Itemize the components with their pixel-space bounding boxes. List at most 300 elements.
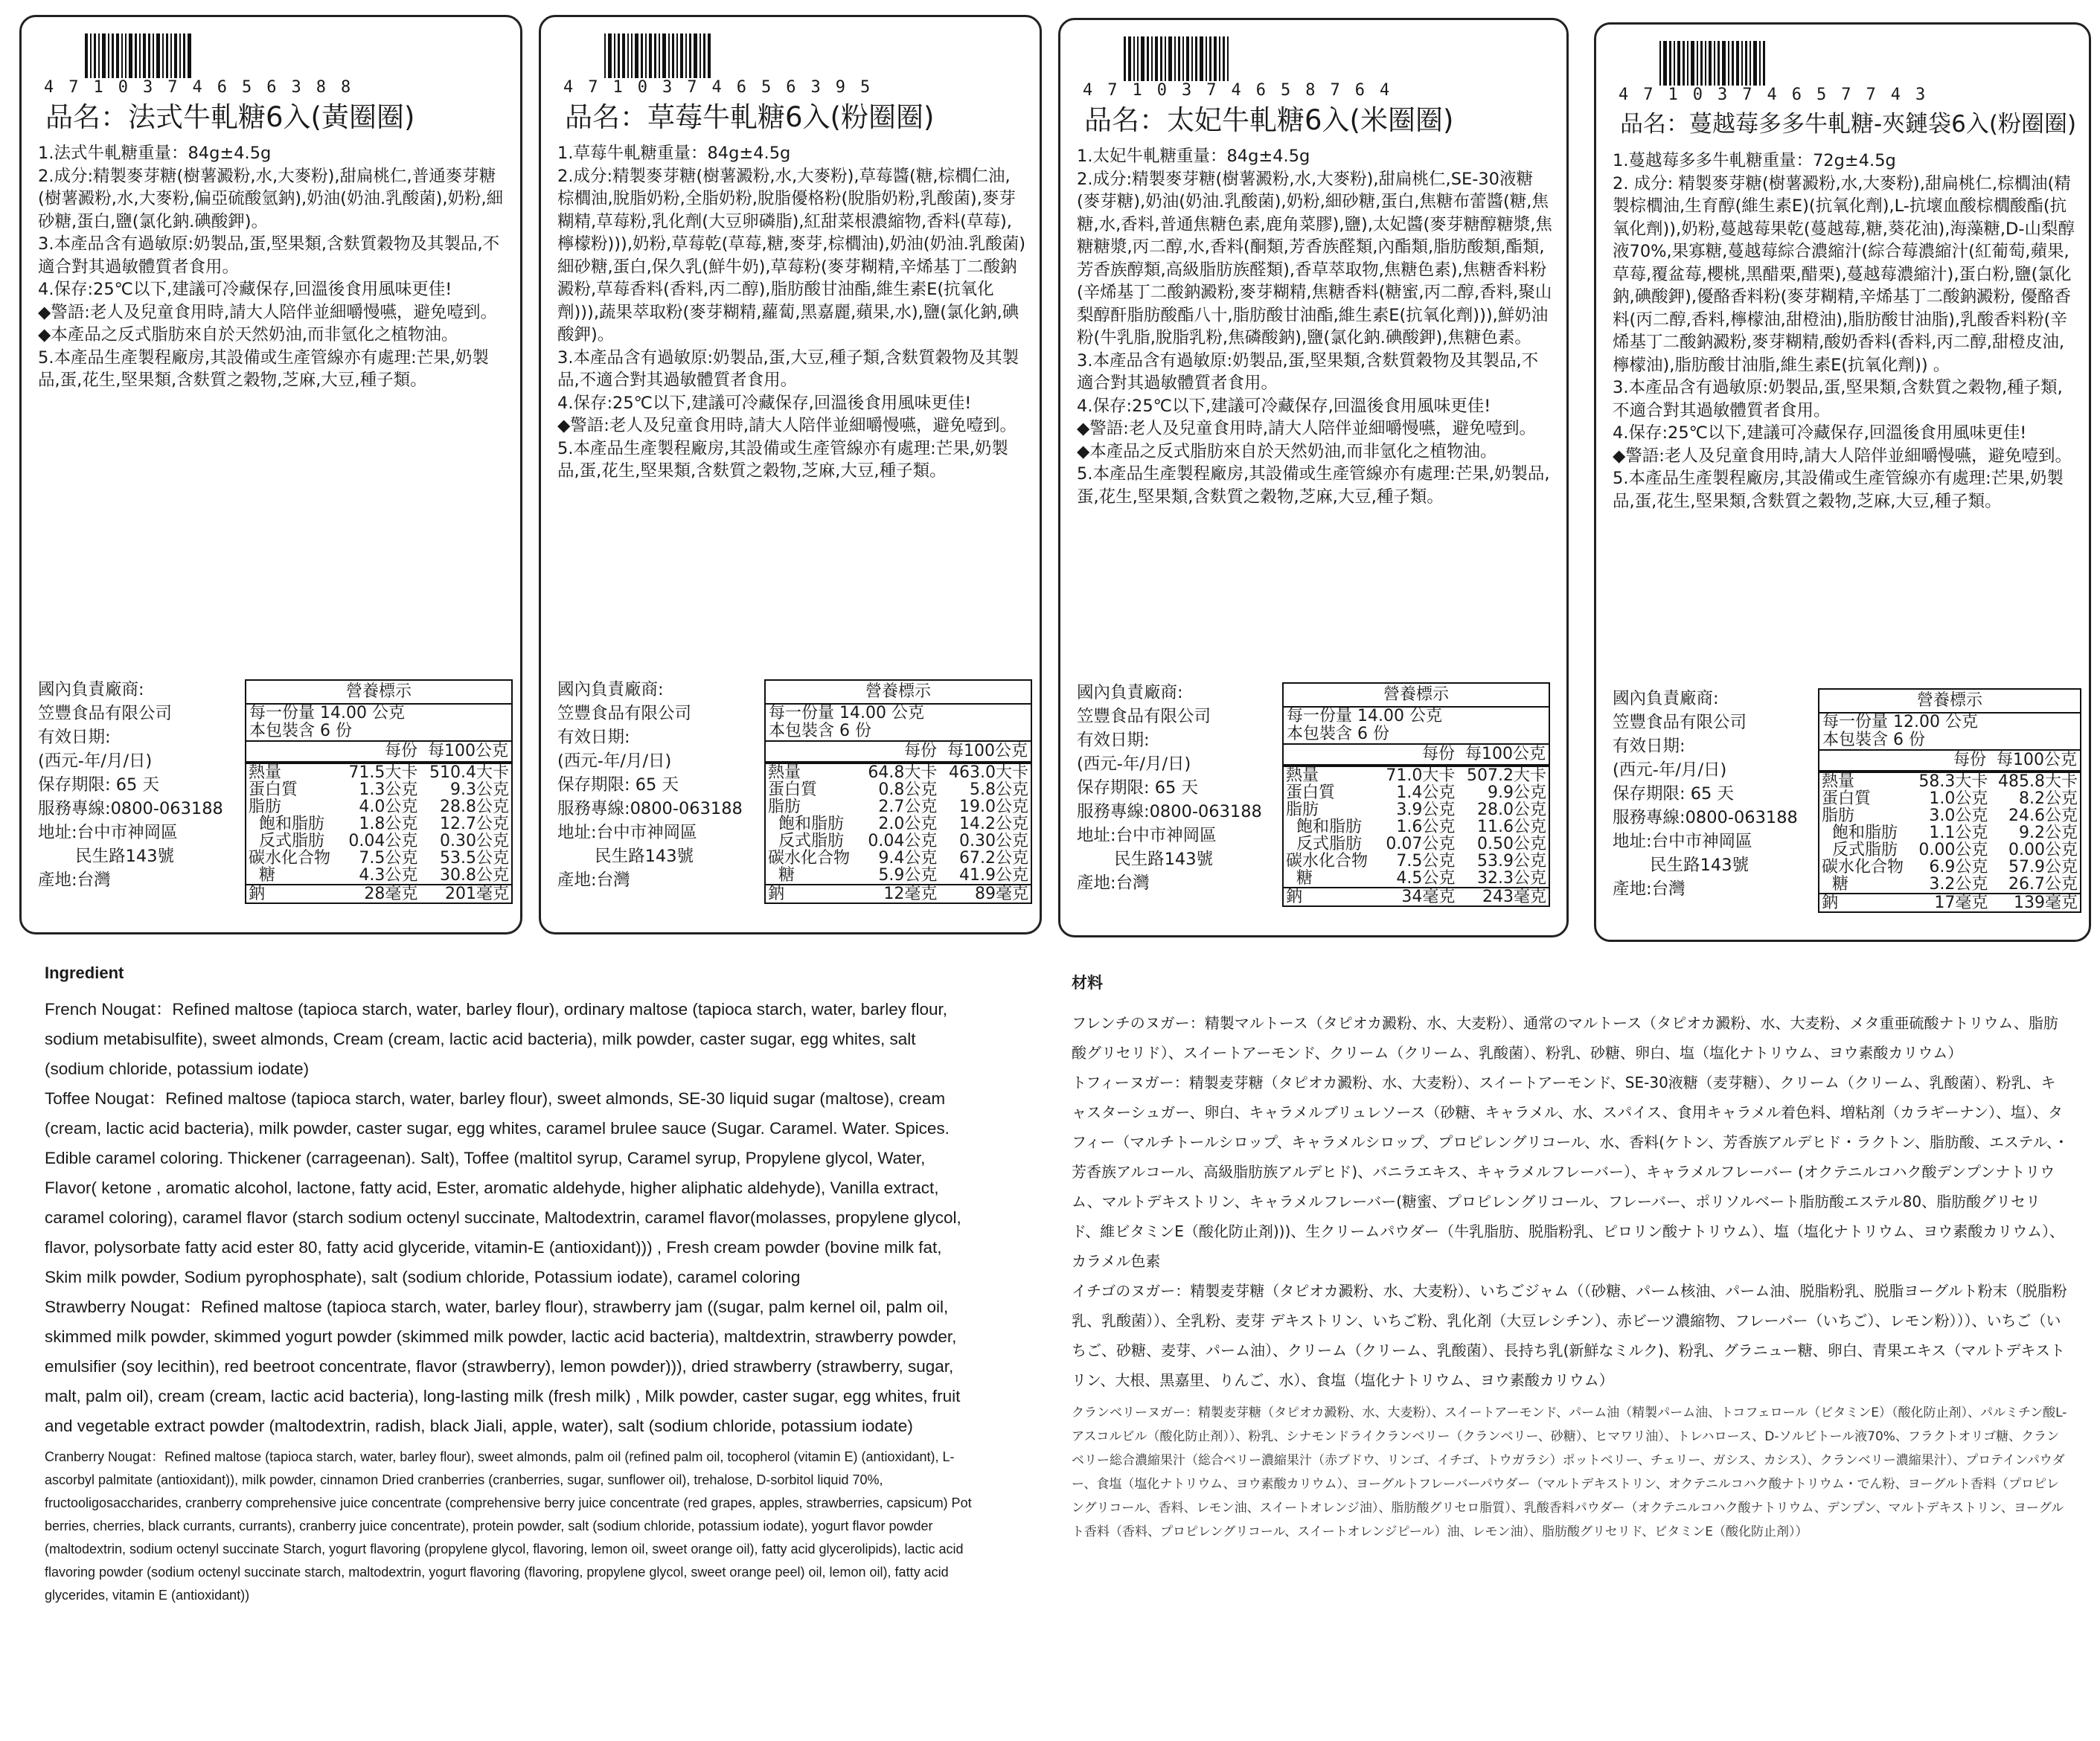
barcode-bar	[1759, 41, 1761, 86]
nutrient-per-serving: 12毫克	[859, 885, 939, 902]
nutrition-rows	[766, 764, 1031, 902]
barcode-bar	[676, 33, 678, 78]
nutrition-row	[246, 850, 511, 867]
nutrient-per-100g: 5.8公克	[970, 780, 1028, 799]
nutrition-table	[1818, 688, 2081, 913]
nutrient-per-100g: 510.4大卡	[429, 763, 509, 782]
nutrition-column-header	[246, 742, 511, 764]
nutrient-per-serving: 34毫克	[1377, 888, 1457, 905]
barcode-bar	[608, 33, 612, 78]
nutrient-name: 脂肪	[1822, 807, 1855, 825]
barcode-bar	[627, 33, 629, 78]
english-ingredients	[45, 964, 975, 1607]
nutrient-per-serving: 7.5公克	[359, 849, 418, 868]
col-per-100g: 每100公克	[947, 742, 1028, 760]
barcode-bar	[162, 33, 164, 78]
barcode-bar	[1182, 36, 1184, 81]
nutrient-per-100g: 26.7公克	[2008, 875, 2078, 894]
product-name: 品名：草莓牛軋糖6入(粉圈圈)	[565, 101, 935, 133]
nutrition-row	[246, 781, 511, 798]
nutrient-per-100g: 30.8公克	[440, 866, 509, 885]
barcode-bar	[622, 33, 625, 78]
barcode-bar	[614, 33, 615, 78]
barcode-bar	[1151, 36, 1153, 81]
nutrition-serving	[1819, 714, 2080, 751]
barcode-bar	[156, 33, 160, 78]
nutrition-row	[1819, 876, 2080, 894]
nutrition-row	[246, 815, 511, 833]
barcode-digits: 4710374657743	[1619, 86, 1941, 104]
nutrition-row	[766, 850, 1031, 867]
maker-info: 國內負責廠商: 笠豐食品有限公司 有效日期: (西元-年/月/日) 保存期限: 65 天 服務專線:0800-063188 地址:台中市神岡區 民生路143號 產地:台灣	[1077, 683, 1262, 893]
nutrient-per-100g: 32.3公克	[1477, 869, 1546, 888]
nutrient-name: 熱量	[1286, 766, 1319, 785]
barcode-digits: 4710374656388	[44, 78, 366, 97]
nutrient-per-serving: 1.3公克	[359, 780, 418, 799]
servings-per-package: 本包裝含 6 份	[1822, 731, 1925, 749]
barcode-bar	[694, 33, 697, 78]
nutrition-column-header	[766, 742, 1031, 764]
barcode-bar	[1178, 36, 1180, 81]
barcode-bar	[708, 33, 711, 78]
nutrient-name: 脂肪	[768, 798, 801, 816]
nutrition-title: 營養標示	[1819, 690, 2080, 714]
nutrient-per-serving: 7.5公克	[1396, 852, 1456, 870]
barcode-bar	[1700, 41, 1703, 86]
barcode-bar	[139, 33, 141, 78]
nutrient-name: 蛋白質	[1822, 789, 1872, 808]
nutrient-name: 鈉	[766, 885, 859, 902]
barcode-bar	[1722, 41, 1726, 86]
nutrition-row	[1284, 801, 1549, 818]
barcode-bar	[1200, 36, 1203, 81]
barcode-bar	[170, 33, 172, 78]
nutrition-serving	[766, 705, 1031, 742]
nutrition-rows	[1819, 773, 2080, 911]
barcode-bar	[1174, 36, 1176, 81]
nutrition-row	[1284, 784, 1549, 801]
nutrient-per-100g: 53.9公克	[1477, 852, 1546, 870]
barcode-bar	[1697, 41, 1698, 86]
nutrition-row	[766, 798, 1031, 815]
nutrient-per-100g: 0.30公克	[440, 832, 509, 850]
english-small-paragraph: Cranberry Nougat：Refined maltose (tapioca starch, water, barley flour), sweet almonds, palm oil (refined palm oil, tocopherol (vitamin E) (antioxidant), L-ascorbyl palmitate (antioxidant)), milk powder, cinnamon Dried cranberries (cranberries, sugar, sunflower oil), trehalose, D-sorbitol liquid 70%, fructooligosaccharides, cranberry comprehensive juice concentrate (comprehensive berry juice concentrate (red grapes, apples, strawberries, capsicum) Pot berries, cherries, black currants, currants), cranberry juice concentrate), protein powder, salt (sodium chloride, potassium iodate), yogurt flavor powder (maltodextrin, sodium octenyl succinate Starch, yogurt flavoring (propylene glycol, flavoring, lemon oil, sweet orange oil), fatty acid glycerolipids), lactic acid flavoring powder (sodium octenyl succinate starch, maltodextrin, yogurt flavoring (flavoring, propylene glycol, sweet orange peel) oil, lemon oil), fatty acid glycerides, vitamin E (antioxidant))	[45, 1449, 972, 1603]
barcode-bar	[1141, 36, 1145, 81]
col-per-serving: 每份	[903, 742, 937, 760]
nutrition-row	[1819, 859, 2080, 876]
nutrient-per-serving: 3.2公克	[1929, 875, 1988, 894]
nutrient-name: 反式脂肪	[768, 832, 844, 850]
barcode-bar	[143, 33, 146, 78]
serving-size: 每一份量 12.00 公克	[1822, 713, 1978, 731]
barcode-bar	[618, 33, 620, 78]
nutrition-row	[1284, 818, 1549, 836]
nutrient-name: 熱量	[768, 763, 801, 782]
nutrient-per-100g: 19.0公克	[959, 798, 1028, 816]
nutrition-row	[246, 885, 511, 902]
barcode-bar	[1728, 41, 1729, 86]
japanese-paragraph: フレンチのヌガー：精製マルトース（タピオカ澱粉、水、大麦粉）、通常のマルトース（タピオカ澱粉、水、大麦粉、メタ重亜硫酸ナトリウム、脂肪酸グリセリド）、スイートアーモンド、クリーム（クリーム、乳酸菌）、粉乳、砂糖、卵白、塩（塩化ナトリウム、ヨウ素酸カリウム）	[1072, 1014, 2058, 1062]
barcode-bar	[1705, 41, 1706, 86]
barcode-bar	[680, 33, 683, 78]
barcode-bar	[112, 33, 114, 78]
label-cranberry-nougat	[1594, 22, 2091, 942]
barcode-bar	[166, 33, 168, 78]
barcode-bar	[1718, 41, 1720, 86]
maker-info: 國內負責廠商: 笠豐食品有限公司 有效日期: (西元-年/月/日) 保存期限: 65 天 服務專線:0800-063188 地址:台中市神岡區 民生路143號 產地:台灣	[557, 680, 743, 890]
nutrition-row	[246, 833, 511, 850]
nutrient-per-serving: 2.0公克	[878, 815, 938, 833]
nutrient-per-serving: 64.8大卡	[868, 763, 938, 782]
nutrition-rows	[246, 764, 511, 902]
barcode-bars	[85, 33, 308, 78]
nutrient-name: 碳水化合物	[768, 849, 851, 868]
barcode-bar	[1709, 41, 1712, 86]
barcode-bar	[102, 33, 106, 78]
nutrient-name: 熱量	[1822, 772, 1855, 791]
barcode-bars	[1659, 41, 1883, 86]
nutrient-per-100g: 12.7公克	[440, 815, 509, 833]
nutrient-name: 飽和脂肪	[249, 815, 324, 833]
nutrient-per-100g: 139毫克	[1990, 894, 2080, 911]
nutrient-per-serving: 0.8公克	[878, 780, 938, 799]
nutrient-per-100g: 463.0大卡	[949, 763, 1028, 782]
nutrient-per-serving: 4.5公克	[1396, 869, 1456, 888]
nutrient-per-serving: 2.7公克	[878, 798, 938, 816]
barcode-bar	[1147, 36, 1149, 81]
nutrient-per-serving: 0.04公克	[348, 832, 418, 850]
nutrient-name: 蛋白質	[249, 780, 298, 799]
maker-info: 國內負責廠商: 笠豐食品有限公司 有效日期: (西元-年/月/日) 保存期限: 65 天 服務專線:0800-063188 地址:台中市神岡區 民生路143號 產地:台灣	[1613, 689, 1798, 899]
barcode-bar	[188, 33, 191, 78]
nutrient-per-serving: 71.5大卡	[348, 763, 418, 782]
nutrition-title: 營養標示	[1284, 684, 1549, 708]
nutrition-row	[1284, 767, 1549, 784]
nutrient-per-100g: 201毫克	[420, 885, 511, 902]
barcode-bar	[1191, 36, 1193, 81]
nutrient-per-serving: 1.0公克	[1929, 789, 1988, 808]
nutrient-name: 鈉	[1819, 894, 1912, 911]
nutrient-per-100g: 67.2公克	[959, 849, 1028, 868]
barcode-bar	[148, 33, 150, 78]
nutrient-per-serving: 3.0公克	[1929, 807, 1988, 825]
nutrition-row	[246, 867, 511, 885]
barcode-bars	[604, 33, 827, 78]
japanese-paragraph: イチゴのヌガー：精製麦芽糖（タピオカ澱粉、水、大麦粉）、いちごジャム（（砂糖、パーム核油、パーム油、脱脂粉乳、脱脂ヨーグルト粉末（脱脂粉乳、乳酸菌））、全乳粉、麦芽 デキストリン、いちご粉、乳化剤（大豆レシチン）、赤ビーツ濃縮物、フレーバー（いちご）、レモン粉）））、いちご（いちご、砂糖、麦芽、パーム油）、クリーム（クリーム、乳酸菌）、長持ち乳(新鮮なミルク)、粉乳、グラニュー糖、卵白、青果エキス（マルトデキストリン、大根、黒嘉里、りんご、水）、食塩（塩化ナトリウム、ヨウ素酸カリウム）	[1072, 1282, 2067, 1389]
barcode-bar	[1133, 36, 1135, 81]
nutrition-table	[245, 679, 513, 904]
nutrition-serving	[1284, 708, 1549, 745]
nutrition-row	[1819, 790, 2080, 807]
col-per-100g: 每100公克	[1997, 751, 2077, 769]
barcode-bar	[1687, 41, 1688, 86]
barcode	[1083, 31, 1405, 100]
nutrient-per-serving: 6.9公克	[1929, 858, 1988, 876]
nutrient-per-100g: 0.00公克	[2008, 841, 2078, 859]
barcode-bar	[689, 33, 691, 78]
servings-per-package: 本包裝含 6 份	[249, 722, 352, 740]
nutrition-column-header	[1284, 745, 1549, 767]
col-per-100g: 每100公克	[1465, 745, 1546, 763]
barcode-bar	[631, 33, 633, 78]
nutrition-row	[246, 764, 511, 781]
english-paragraph: Toffee Nougat：Refined maltose (tapioca starch, water, barley flour), sweet almonds, SE-30 liquid sugar (maltose), cream (cream, lactic acid bacteria), milk powder, caster sugar, egg whites, caramel brulee sauce (Sugar. Caramel. Water. Spices. Edible caramel coloring. Thickener (carrageenan). Salt), Toffee (maltitol syrup, Caramel syrup, Propylene glycol, Water, Flavor( ketone , aromatic alcohol, lactone, fatty acid, Ester, aromatic aldehyde, higher aliphatic aldehyde), Vanilla extract, caramel coloring), caramel flavor (starch sodium octenyl succinate, Maltodextrin, caramel flavor(molasses, propylene glycol, flavor, polysorbate fatty acid ester 80, fatty acid glyceride, vitamin-E (antioxidant))) , Fresh cream powder (bovine milk fat, Skim milk powder, Sodium pyrophosphate), salt (sodium chloride, Potassium iodate), caramel coloring	[45, 1089, 961, 1286]
barcode-bar	[1209, 36, 1211, 81]
nutrient-name: 脂肪	[249, 798, 282, 816]
nutrient-per-serving: 9.4公克	[878, 849, 938, 868]
japanese-heading: 材料	[1072, 974, 1103, 992]
nutrient-per-100g: 507.2大卡	[1467, 766, 1546, 785]
barcode-bar	[1750, 41, 1751, 86]
nutrient-per-100g: 9.2公克	[2019, 824, 2078, 842]
nutrient-per-serving: 0.07公克	[1386, 835, 1456, 853]
barcode	[563, 28, 886, 97]
nutrition-column-header	[1819, 751, 2080, 773]
barcode-bar	[1165, 36, 1166, 81]
barcode-bar	[1155, 36, 1158, 81]
ingredients-text: 1.蔓越莓多多牛軋糖重量：72g±4.5g 2. 成分: 精製麥芽糖(樹薯澱粉,水,大麥粉),甜扁桃仁,棕櫚油(精製棕櫚油,生育醇(維生素E)(抗氧化劑),L-抗壞血酸棕櫚酸酯(抗氧化劑)),奶粉,蔓越莓果乾(蔓越莓,糖,葵花油),海藻糖,D-山梨醇液70%,果寡糖,蔓越莓綜合濃縮汁(綜合莓濃縮汁(紅葡萄,蘋果,草莓,覆盆莓,櫻桃,黑醋栗,醋栗),蔓越莓濃縮汁),蛋白粉,鹽(氯化鈉,碘酸鉀),優酪香料粉(麥芽糊精,辛烯基丁二酸鈉澱粉, 優酪香料(丙二醇,香料,檸檬油,甜橙油),脂肪酸甘油脂),乳酸香料粉(辛烯基丁二酸鈉澱粉,麥芽糊精,酸奶香料(香料,丙二醇,甜橙皮油,檸檬油),脂肪酸甘油脂,維生素E(抗氧化劑)) 。 3.本產品含有過敏原:奶製品,蛋,堅果類,含麩質之穀物,種子類,不適合對其過敏體質者食用。 4.保存:25℃以下,建議可冷藏保存,回溫後食用風味更佳! ◆警語:老人及兒童食用時,請大人陪伴並細嚼慢嚥，避免噎到。 5.本產品生產製程廠房,其設備或生產管線亦有處理:芒果,奶製品,蛋,花生,堅果類,含麩質之穀物,芝麻,大豆,種子類。	[1613, 151, 2075, 511]
nutrition-table	[1282, 682, 1550, 907]
barcode-bar	[1677, 41, 1680, 86]
barcode-bar	[174, 33, 177, 78]
barcode-bar	[645, 33, 647, 78]
nutrient-per-serving: 58.3大卡	[1918, 772, 1988, 791]
serving-size: 每一份量 14.00 公克	[769, 704, 924, 722]
serving-size: 每一份量 14.00 公克	[1287, 707, 1442, 725]
barcode-bar	[1195, 36, 1197, 81]
barcode-bar	[1128, 36, 1131, 81]
japanese-ingredients	[1072, 971, 2069, 1544]
nutrient-name: 碳水化合物	[249, 849, 331, 868]
barcode-bar	[635, 33, 638, 78]
barcode-bar	[659, 33, 660, 78]
nutrient-name: 反式脂肪	[249, 832, 324, 850]
barcode	[1619, 35, 1941, 104]
barcode-bar	[1206, 36, 1207, 81]
barcode-bar	[1741, 41, 1743, 86]
barcode-bar	[1674, 41, 1675, 86]
barcode-bar	[649, 33, 652, 78]
col-per-serving: 每份	[1953, 751, 1986, 769]
barcode-bar	[668, 33, 670, 78]
barcode-bar	[1137, 36, 1139, 81]
nutrient-per-100g: 9.3公克	[450, 780, 509, 799]
barcode-bar	[1168, 36, 1172, 81]
servings-per-package: 本包裝含 6 份	[769, 722, 871, 740]
barcode-bar	[1753, 41, 1757, 86]
nutrition-row	[1819, 807, 2080, 824]
barcode-bar	[135, 33, 137, 78]
barcode-bar	[153, 33, 154, 78]
barcode-bar	[685, 33, 687, 78]
barcode-digits: 4710374658764	[1083, 81, 1405, 100]
nutrient-name: 飽和脂肪	[1286, 818, 1362, 836]
nutrition-row	[246, 798, 511, 815]
nutrition-row	[766, 885, 1031, 902]
barcode-bar	[1683, 41, 1685, 86]
nutrition-row	[1284, 853, 1549, 870]
nutrient-per-100g: 0.30公克	[959, 832, 1028, 850]
nutrient-name: 糖	[768, 866, 795, 885]
nutrient-name: 糖	[249, 866, 275, 885]
nutrient-name: 脂肪	[1286, 801, 1319, 819]
barcode-bar	[700, 33, 701, 78]
japanese-paragraph: トフィーヌガー：精製麦芽糖（タピオカ澱粉、水、大麦粉）、スイートアーモンド、SE-30液糖（麦芽糖）、クリーム（クリーム、乳酸菌）、粉乳、キャスターシュガー、卵白、キャラメルブリュレソース（砂糖、キャラメル、水、スパイス、食用キャラメル着色料、増粘剤（カラギーナン）、塩）、タフィー（マルチトールシロップ、キャラメルシロップ、プロピレングリコール、水、香料(ケトン、芳香族アルデヒド・ラクトン、脂肪酸、エステル、・芳香族アルコール、高級脂肪族アルデヒド)、バニラエキス、キャラメルフレーバー）、キャラメルフレーバー (オクテニルコハク酸デンプンナトリウム、マルトデキストリン、キャラメルフレーバー(糖蜜、プロピレングリコール、フレーバー、ポリソルベート脂肪酸エステル80、脂肪酸グリセリド、維ビタミンE（酸化防止剤)))、生クリームパウダー（牛乳脂肪、脱脂粉乳、ピロリン酸ナトリウム）、塩（塩化ナトリウム、ヨウ素酸カリウム）、カラメル色素	[1072, 1074, 2069, 1270]
nutrition-row	[1284, 888, 1549, 905]
barcode-bar	[1124, 36, 1126, 81]
barcode-bar	[662, 33, 666, 78]
nutrient-per-100g: 53.5公克	[440, 849, 509, 868]
barcode-bar	[183, 33, 185, 78]
nutrient-per-serving: 1.6公克	[1396, 818, 1456, 836]
barcode-bar	[90, 33, 92, 78]
nutrient-name: 反式脂肪	[1822, 841, 1898, 859]
barcode-bar	[179, 33, 181, 78]
nutrition-serving	[246, 705, 511, 742]
nutrient-name: 糖	[1822, 875, 1848, 894]
label-toffee-nougat	[1058, 18, 1569, 937]
product-name: 品名：太妃牛軋糖6入(米圈圈)	[1084, 104, 1454, 136]
col-per-100g: 每100公克	[428, 742, 508, 760]
nutrient-per-100g: 28.8公克	[440, 798, 509, 816]
nutrition-row	[766, 867, 1031, 885]
nutrient-per-serving: 1.1公克	[1929, 824, 1988, 842]
nutrition-row	[1819, 824, 2080, 841]
barcode	[44, 28, 366, 97]
nutrient-per-100g: 89毫克	[939, 885, 1031, 902]
nutrition-row	[1819, 841, 2080, 859]
barcode-bar	[1223, 36, 1225, 81]
barcode-bar	[98, 33, 100, 78]
barcode-bars	[1124, 36, 1347, 81]
barcode-bar	[1214, 36, 1217, 81]
barcode-bar	[1659, 41, 1661, 86]
barcode-bar	[604, 33, 606, 78]
barcode-bar	[672, 33, 674, 78]
col-per-serving: 每份	[1421, 745, 1455, 763]
nutrition-row	[766, 815, 1031, 833]
product-name: 品名：法式牛軋糖6入(黃圈圈)	[45, 101, 415, 133]
nutrient-per-100g: 24.6公克	[2008, 807, 2078, 825]
barcode-digits: 4710374656395	[563, 78, 886, 97]
barcode-bar	[85, 33, 88, 78]
barcode-bar	[1160, 36, 1162, 81]
barcode-bar	[703, 33, 705, 78]
label-strawberry-nougat	[539, 15, 1042, 934]
nutrient-name: 飽和脂肪	[768, 815, 844, 833]
nutrient-name: 鈉	[1284, 888, 1377, 905]
nutrient-per-100g: 11.6公克	[1477, 818, 1546, 836]
nutrient-per-100g: 57.9公克	[2008, 858, 2078, 876]
nutrient-per-serving: 4.3公克	[359, 866, 418, 885]
barcode-bar	[1186, 36, 1189, 81]
nutrient-name: 蛋白質	[1286, 783, 1336, 802]
nutrient-per-serving: 0.04公克	[868, 832, 938, 850]
label-french-nougat	[19, 15, 522, 934]
nutrition-row	[1284, 836, 1549, 853]
barcode-bar	[1714, 41, 1715, 86]
english-paragraph: Strawberry Nougat：Refined maltose (tapioca starch, water, barley flour), strawberry jam ((sugar, palm kernel oil, palm oil, skimmed milk powder, skimmed yogurt powder (skimmed milk powder, lactic acid bacteria), maltdextrin, strawberry powder, emulsifier (soy lecithin), red beetroot concentrate, flavor (strawberry), lemon powder))), dried strawberry (strawberry, sugar, malt, palm oil), cream (cream, lactic acid bacteria), long-lasting milk (fresh milk) , Milk powder, caster sugar, egg whites, fruit and vegetable extract powder (maltodextrin, radish, black Jiali, apple, water), salt (sodium chloride, potassium iodate)	[45, 1298, 961, 1435]
ingredients-text: 1.法式牛軋糖重量：84g±4.5g 2.成分:精製麥芽糖(樹薯澱粉,水,大麥粉),甜扁桃仁,普通麥芽糖(樹薯澱粉,水,大麥粉,偏亞硫酸氫鈉),奶油(奶油.乳酸菌),奶粉,細砂糖,蛋白,鹽(氯化鈉.碘酸鉀)。 3.本產品含有過敏原:奶製品,蛋,堅果類,含麩質穀物及其製品,不適合對其過敏體質者食用。 4.保存:25℃以下,建議可冷藏保存,回溫後食用風味更佳! ◆警語:老人及兒童食用時,請大人陪伴並細嚼慢嚥，避免噎到。 ◆本產品之反式脂肪來自於天然奶油,而非氫化之植物油。 5.本產品生產製程廠房,其設備或生產管線亦有處理:芒果,奶製品,蛋,花生,堅果類,含麩質之穀物,芝麻,大豆,種子類。	[38, 144, 504, 390]
product-name: 品名：蔓越莓多多牛軋糖-夾鏈袋6入(粉圈圈)	[1620, 111, 2077, 138]
nutrition-table	[764, 679, 1032, 904]
nutrient-per-100g: 28.0公克	[1477, 801, 1546, 819]
nutrient-per-100g: 243毫克	[1457, 888, 1549, 905]
barcode-bar	[129, 33, 132, 78]
nutrition-row	[1819, 773, 2080, 790]
barcode-bar	[641, 33, 643, 78]
japanese-small-paragraph: クランベリーヌガー：精製麦芽糖（タピオカ澱粉、水、大麦粉）、スイートアーモンド、パーム油（精製パーム油、トコフェロール（ビタミンE）（酸化防止剤）、パルミチン酸L-アスコルビル（酸化防止剤））、粉乳、シナモンドライクランベリー（クランベリー、砂糖）、ヒマワリ油）、トレハロース、D-ソルビトール液70%、フラクトオリゴ糖、クランベリー総合濃縮果汁（総合ベリー濃縮果汁（赤ブドウ、リンゴ、イチゴ、トウガラシ）ポットベリー、チェリー、ガシス、カシス）、クランベリー濃縮果汁）、プロテインパウダー、食塩（塩化ナトリウム、ヨウ素酸カリウム）、ヨーグルトフレーバーパウダー（マルトデキストリン、オクテニルコハク酸ナトリウム・でん粉、ヨーグルト香料（プロピレングリコール、香料、レモン油、スイートオレンジ油）、脂肪酸グリセロ脂質）、乳酸香料パウダー（オクテニルコハク酸ナトリウム、デンプン、マルトデキストリン、ヨーグルト香料（香料、プロピレングリコール、スイートオレンジピール）油、レモン油）、脂肪酸グリセリド、ビタミンE（酸化防止剤））	[1072, 1405, 2067, 1539]
barcode-bar	[1669, 41, 1671, 86]
nutrient-name: 碳水化合物	[1286, 852, 1368, 870]
barcode-bar	[1691, 41, 1694, 86]
nutrient-per-100g: 485.8大卡	[1998, 772, 2078, 791]
nutrition-row	[1819, 894, 2080, 911]
nutrient-per-serving: 28毫克	[340, 885, 420, 902]
servings-per-package: 本包裝含 6 份	[1287, 725, 1389, 743]
barcode-bar	[108, 33, 109, 78]
nutrient-name: 蛋白質	[768, 780, 818, 799]
nutrient-per-serving: 5.9公克	[878, 866, 938, 885]
nutrient-name: 反式脂肪	[1286, 835, 1362, 853]
nutrition-title: 營養標示	[246, 681, 511, 705]
english-paragraph: French Nougat：Refined maltose (tapioca starch, water, barley flour), ordinary maltose (tapioca starch, water, barley flour, sodium metabisulfite), sweet almonds, Cream (cream, lactic acid bacteria), milk powder, caster sugar, egg whites, salt (sodium chloride, potassium iodate)	[45, 1000, 948, 1078]
nutrient-per-100g: 14.2公克	[959, 815, 1028, 833]
barcode-bar	[1736, 41, 1739, 86]
english-heading: Ingredient	[45, 964, 124, 982]
nutrition-row	[766, 764, 1031, 781]
nutrient-per-serving: 1.8公克	[359, 815, 418, 833]
nutrient-per-100g: 41.9公克	[959, 866, 1028, 885]
nutrient-name: 熱量	[249, 763, 282, 782]
barcode-bar	[654, 33, 656, 78]
barcode-bar	[116, 33, 119, 78]
nutrition-row	[766, 781, 1031, 798]
nutrient-per-100g: 0.50公克	[1477, 835, 1546, 853]
nutrition-row	[766, 833, 1031, 850]
barcode-bar	[1219, 36, 1220, 81]
nutrient-per-serving: 17毫克	[1912, 894, 1991, 911]
nutrition-rows	[1284, 767, 1549, 905]
barcode-bar	[121, 33, 123, 78]
ingredients-text: 1.太妃牛軋糖重量：84g±4.5g 2.成分:精製麥芽糖(樹薯澱粉,水,大麥粉),甜扁桃仁,SE-30液糖(麥芽糖),奶油(奶油.乳酸菌),奶粉,細砂糖,蛋白,焦糖布蕾醬(糖,焦糖,水,香料,普通焦糖色素,鹿角菜膠),鹽),太妃醬(麥芽糖醇糖漿,焦糖糖漿,丙二醇,水,香料(酮類,芳香族醛類,內酯類,脂肪酸類,酯類,芳香族醇類,高級脂肪族醛類),香草萃取物,焦糖色素),焦糖香料粉(辛烯基丁二酸鈉澱粉,麥芽糊精,焦糖香料(糖蜜,丙二醇,香料,聚山梨醇酐脂肪酸酯八十,脂肪酸甘油酯,維生素E(抗氧化劑))),鮮奶油粉(牛乳脂,脫脂乳粉,焦磷酸鈉),鹽(氯化鈉.碘酸鉀),焦糖色素。 3.本產品含有過敏原:奶製品,蛋,堅果類,含麩質穀物及其製品,不適合對其過敏體質者食用。 4.保存:25℃以下,建議可冷藏保存,回溫後食用風味更佳! ◆警語:老人及兒童食用時,請大人陪伴並細嚼慢嚥，避免噎到。 ◆本產品之反式脂肪來自於天然奶油,而非氫化之植物油。 5.本產品生產製程廠房,其設備或生產管線亦有處理:芒果,奶製品,蛋,花生,堅果類,含麩質之穀物,芝麻,大豆,種子類。	[1077, 147, 1552, 507]
barcode-bar	[1763, 41, 1765, 86]
barcode-bar	[1732, 41, 1734, 86]
nutrient-per-100g: 8.2公克	[2019, 789, 2078, 808]
serving-size: 每一份量 14.00 公克	[249, 704, 405, 722]
nutrient-name: 碳水化合物	[1822, 858, 1904, 876]
col-per-serving: 每份	[384, 742, 417, 760]
barcode-bar	[1663, 41, 1667, 86]
nutrient-per-serving: 71.0大卡	[1386, 766, 1456, 785]
barcode-bar	[94, 33, 96, 78]
nutrient-per-serving: 0.00公克	[1918, 841, 1988, 859]
nutrition-title: 營養標示	[766, 681, 1031, 705]
nutrient-name: 鈉	[246, 885, 340, 902]
ingredients-text: 1.草莓牛軋糖重量：84g±4.5g 2.成分:精製麥芽糖(樹薯澱粉,水,大麥粉),草莓醬(糖,棕櫚仁油,棕櫚油,脫脂奶粉,全脂奶粉,脫脂優格粉(脫脂奶粉,乳酸菌),麥芽糊精,草莓粉,乳化劑(大豆卵磷脂),紅甜菜根濃縮物,香料(草莓),檸檬粉))),奶粉,草莓乾(草莓,糖,麥芽,棕櫚油),奶油(奶油.乳酸菌)細砂糖,蛋白,保久乳(鮮牛奶),草莓粉(麥芽糊精,辛烯基丁二酸鈉澱粉,草莓香料(香料,丙二醇),脂肪酸甘油酯,維生素E(抗氧化劑))),蔬果萃取粉(麥芽糊精,蘿蔔,黑嘉麗,蘋果,水),鹽(氯化鈉,碘酸鉀)。 3.本產品含有過敏原:奶製品,蛋,大豆,種子類,含麩質穀物及其製品,不適合對其過敏體質者食用。 4.保存:25℃以下,建議可冷藏保存,回溫後食用風味更佳! ◆警語:老人及兒童食用時,請大人陪伴並細嚼慢嚥，避免噎到。 5.本產品生產製程廠房,其設備或生產管線亦有處理:芒果,奶製品,蛋,花生,堅果類,含麩質之穀物,芝麻,大豆,種子類。	[557, 144, 1026, 481]
nutrient-per-100g: 9.9公克	[1488, 783, 1546, 802]
nutrient-per-serving: 1.4公克	[1396, 783, 1456, 802]
nutrition-row	[1284, 870, 1549, 888]
nutrient-name: 糖	[1286, 869, 1313, 888]
barcode-bar	[125, 33, 127, 78]
barcode-bar	[1227, 36, 1229, 81]
nutrient-per-serving: 4.0公克	[359, 798, 418, 816]
maker-info: 國內負責廠商: 笠豐食品有限公司 有效日期: (西元-年/月/日) 保存期限: 65 天 服務專線:0800-063188 地址:台中市神岡區 民生路143號 產地:台灣	[38, 680, 223, 890]
barcode-bar	[1745, 41, 1747, 86]
nutrient-name: 飽和脂肪	[1822, 824, 1898, 842]
nutrient-per-serving: 3.9公克	[1396, 801, 1456, 819]
